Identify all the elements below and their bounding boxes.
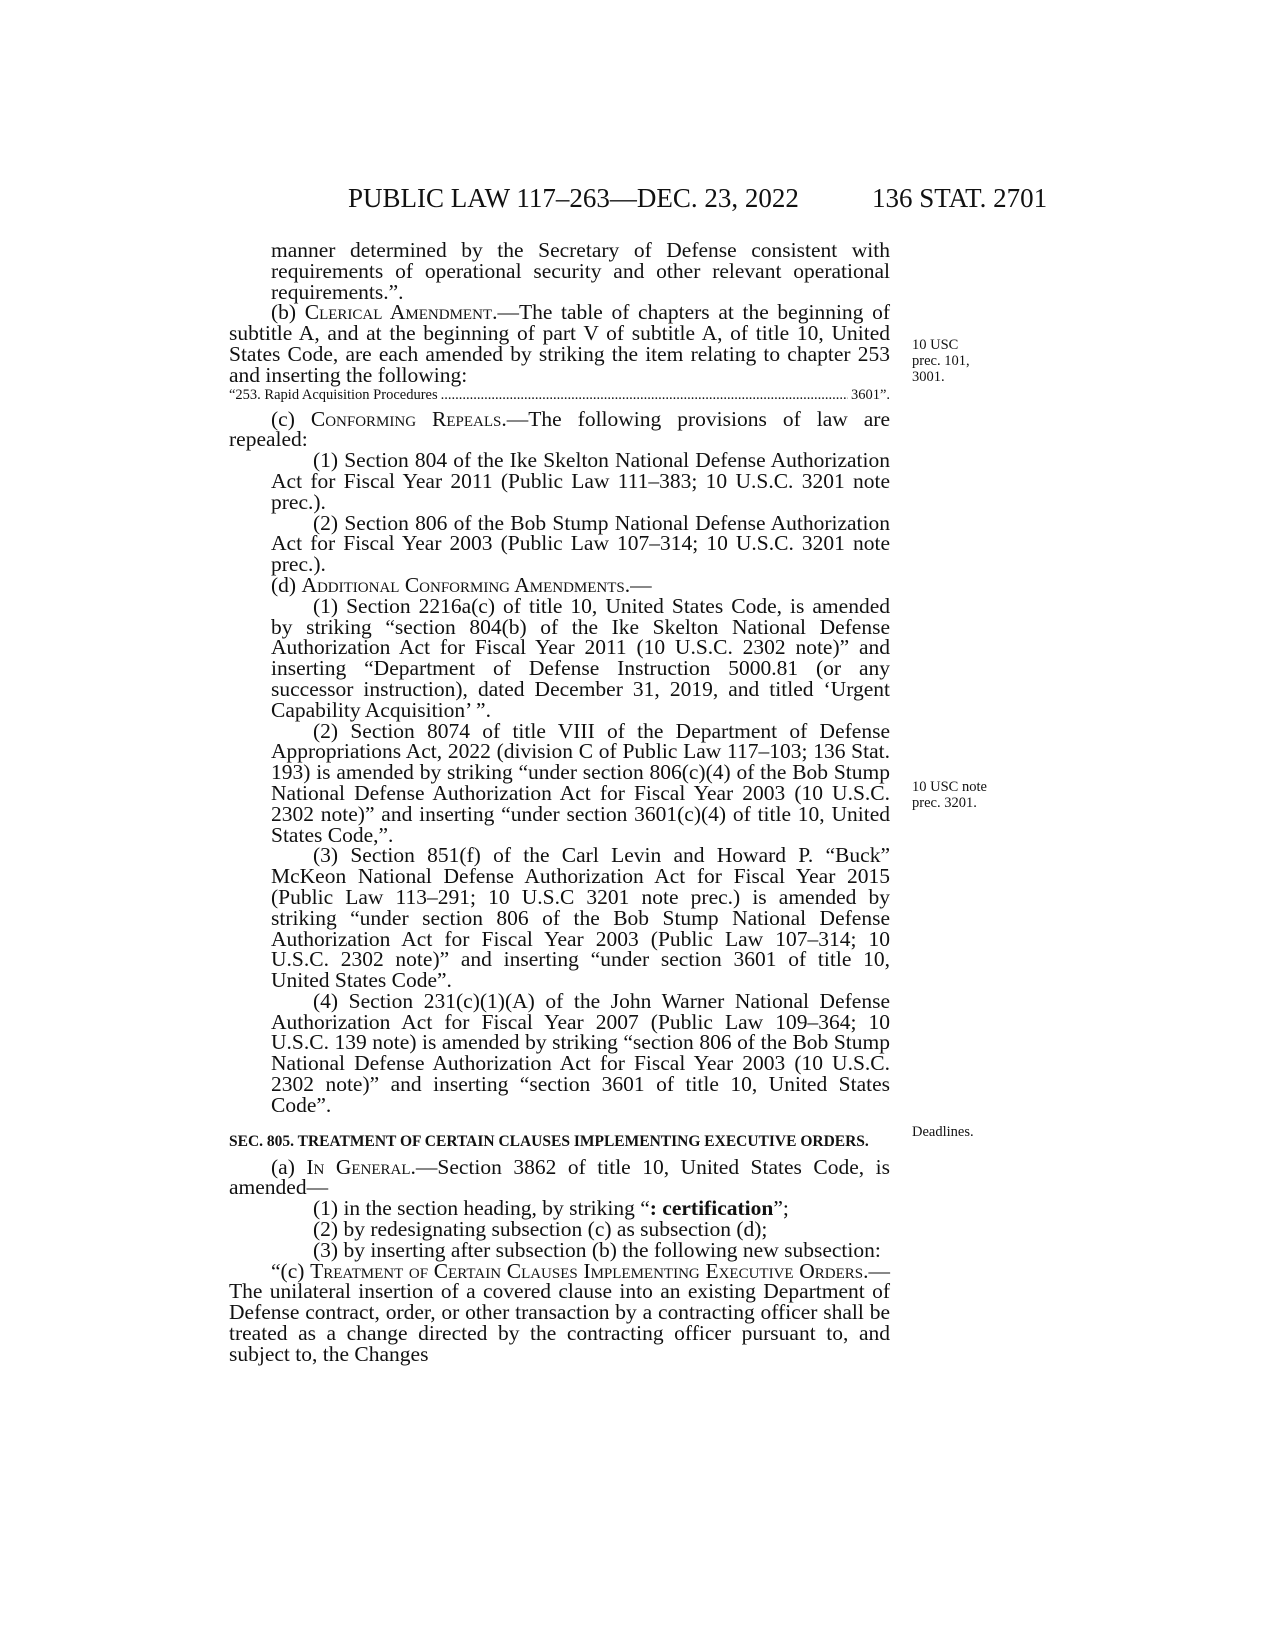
- paragraph-a3: (3) by inserting after subsection (b) the following new subsection:: [313, 1237, 881, 1262]
- subsection-d: (d) Additional Conforming Amendments.—: [271, 572, 652, 597]
- body-text: [229, 240, 890, 1365]
- margin-note-deadlines: Deadlines.: [912, 1124, 974, 1140]
- paragraph-c1: (1) Section 804 of the Ike Skelton National Defense Authorization Act for Fiscal Year 2011 (Public Law 111–383; 10 U.S.C. 3201 note prec.).: [271, 448, 890, 514]
- paragraph-d1: (1) Section 2216a(c) of title 10, United States Code, is amended by striking “section 804(b) of the Ike Skelton National Defense Authorization Act for Fiscal Year 2011 (10 U.S.C. 2302 note)” and inserting “Department of Defense Instruction 5000.81 (or any successor instruction), dated December 31, 2019, and titled ‘Urgent Capability Acquisition’ ”.: [271, 593, 890, 722]
- paragraph-c2: (2) Section 806 of the Bob Stump National Defense Authorization Act for Fiscal Year 2003 (Public Law 107–314; 10 U.S.C. 3201 note prec.).: [271, 510, 890, 577]
- running-header-title: PUBLIC LAW 117–263—DEC. 23, 2022: [348, 183, 799, 213]
- table-of-chapters-item: “253. Rapid Acquisition Procedures ..... 3601”.: [229, 386, 890, 405]
- paragraph-intro: manner determined by the Secretary of Defense consistent with requirements of operational security and other relevant operational requirements.”.: [271, 238, 890, 304]
- subsection-b: (b) Clerical Amendment.—The table of chapters at the beginning of subtitle A, and at the beginning of part V of subtitle A, of title 10, United States Code, are each amended by striking the item relating to chapter 253 and inserting the following:: [229, 300, 890, 387]
- section-heading: SEC. 805. TREATMENT OF CERTAIN CLAUSES IMPLEMENTING EXECUTIVE ORDERS.: [229, 1132, 869, 1150]
- paragraph-d4: (4) Section 231(c)(1)(A) of the John Warner National Defense Authorization Act for Fiscal Year 2007 (Public Law 109–364; 10 U.S.C. 139 note) is amended by striking “section 806 of the Bob Stump National Defense Authorization Act for Fiscal Year 2003 (10 U.S.C. 2302 note)” and inserting “section 3601 of title 10, United States Code”.: [271, 988, 890, 1117]
- paragraph-a2: (2) by redesignating subsection (c) as subsection (d);: [313, 1217, 768, 1242]
- paragraph-d3: (3) Section 851(f) of the Carl Levin and Howard P. “Buck” McKeon National Defense Authorization Act for Fiscal Year 2015 (Public Law 113–291; 10 U.S.C 3201 note prec.) is amended by striking “under section 806 of the Bob Stump National Defense Authorization Act for Fiscal Year 2003 (Public Law 107–314; 10 U.S.C. 2302 note)” and inserting “under section 3601 of title 10, United States Code”.: [271, 843, 890, 993]
- paragraph-d2: (2) Section 8074 of title VIII of the Department of Defense Appropriations Act, 2022 (division C of Public Law 117–103; 136 Stat. 193) is amended by striking “under section 806(c)(4) of the Bob Stump National Defense Authorization Act for Fiscal Year 2003 (10 U.S.C. 2302 note)” and inserting “under section 3601(c)(4) of title 10, United States Code,”.: [271, 718, 890, 847]
- quoted-subsection-c: “(c) Treatment of Certain Clauses Implementing Executive Orders.—The unilateral insertion of a covered clause into an existing Department of Defense contract, order, or other transaction by a contracting officer shall be treated as a change directed by the contracting officer pursuant to, and subject to, the Changes: [229, 1258, 891, 1366]
- subsection-c: (c) Conforming Repeals.—The following provisions of law are repealed:: [229, 406, 890, 452]
- margin-note-usc-note-prec-3201: 10 USC note prec. 3201.: [912, 779, 987, 811]
- subsection-a: (a) In General.—Section 3862 of title 10, United States Code, is amended—: [229, 1154, 890, 1200]
- margin-note-usc-prec-101: 10 USC prec. 101, 3001.: [912, 337, 970, 385]
- running-header-stat-page: 136 STAT. 2701: [872, 183, 1048, 213]
- paragraph-a1: (1) in the section heading, by striking “: certification”;: [313, 1196, 789, 1221]
